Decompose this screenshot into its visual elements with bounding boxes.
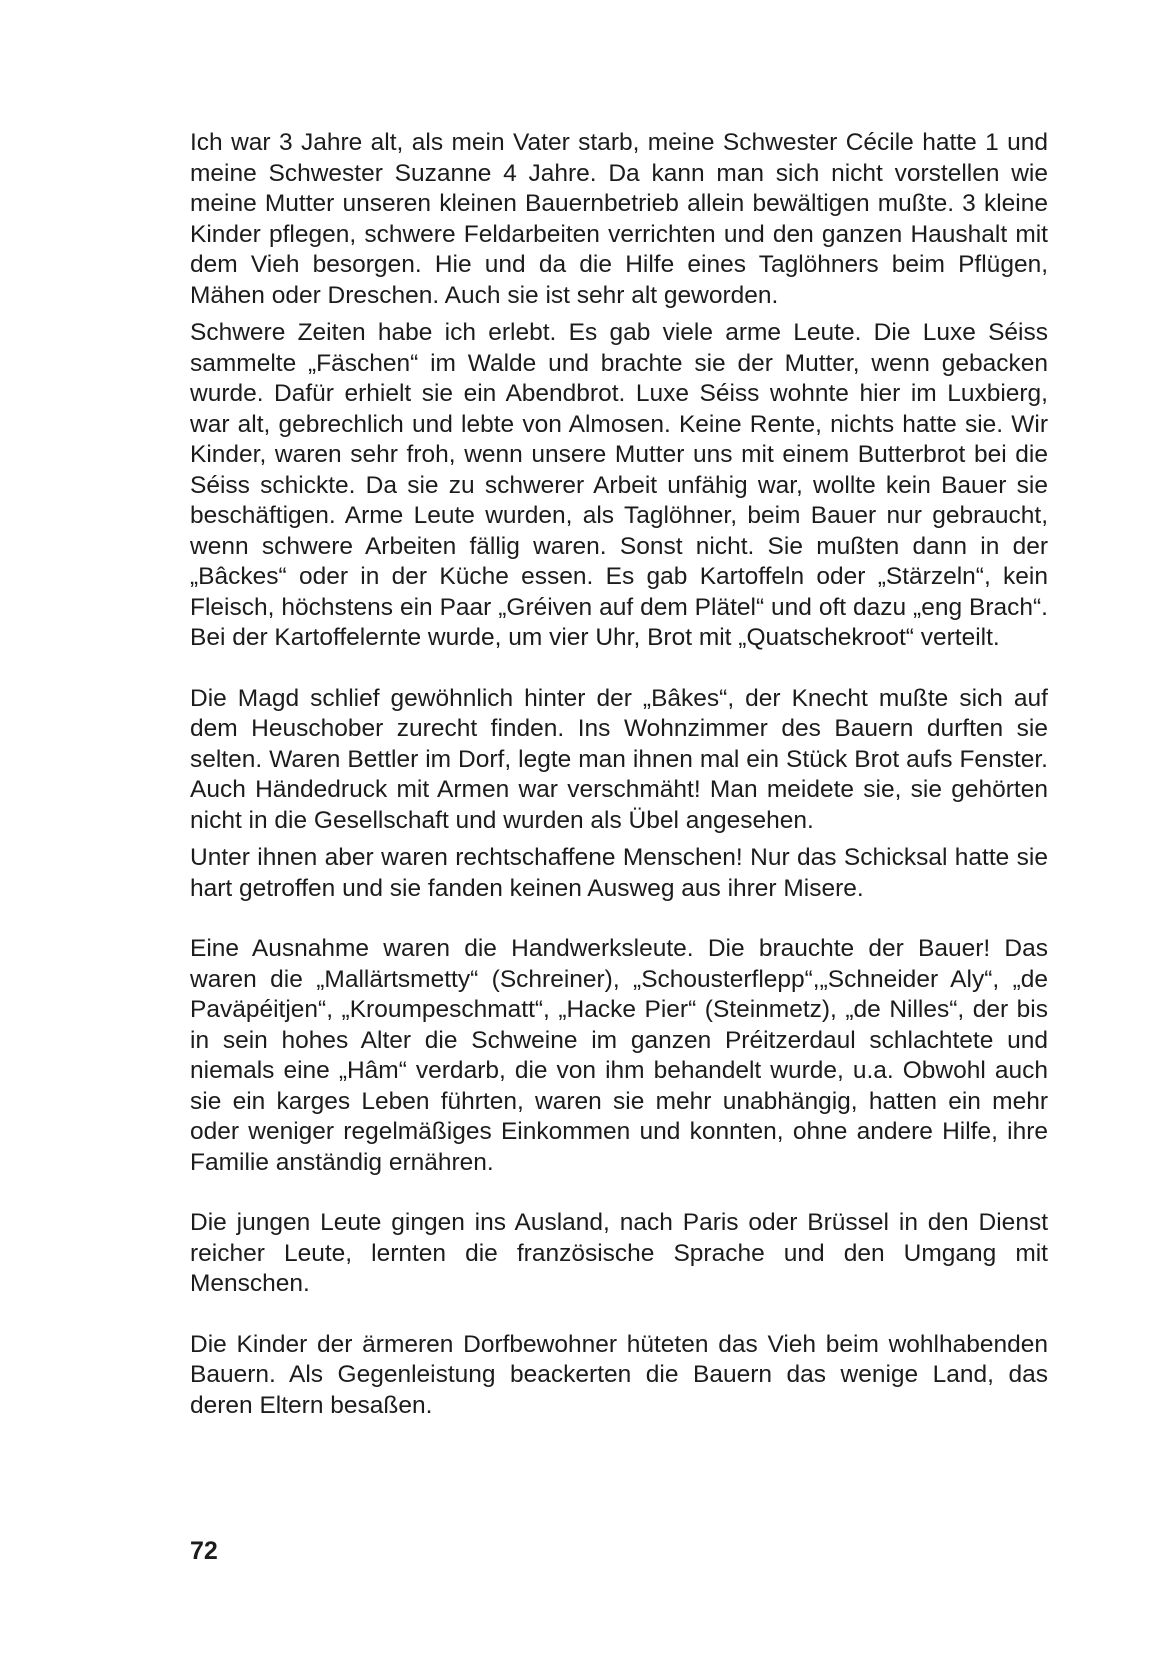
paragraph-children: Die Kinder der ärmeren Dorfbewohner hüteten das Vieh beim wohlhabenden Bauern. Als Gegenleistung beackerten die Bauern das wenige Land, das deren Eltern besaßen. [190, 1330, 1048, 1419]
paragraph-maid-and-beggars: Die Magd schlief gewöhnlich hinter der „Bâkes“, der Knecht mußte sich auf dem Heuschober zurecht finden. Ins Wohnzimmer des Bauern durften sie selten. Waren Bettler im Dorf, legte man ihnen mal ein Stück Brot aufs Fenster. Auch Händedruck mit Armen war verschmäht! Man meidete sie, sie gehörten nicht in die Gesellschaft und wurden als Übel angesehen. [190, 684, 1048, 834]
body-text [190, 128, 1048, 1421]
paragraph-craftsmen: Eine Ausnahme waren die Handwerksleute. Die brauchte der Bauer! Das waren die „Mallärtsmetty“ (Schreiner), „Schousterflepp“,„Schneider Aly“, „de Paväpéitjen“, „Kroumpeschmatt“, „Hacke Pier“ (Steinmetz), „de Nilles“, der bis in sein hohes Alter die Schweine im ganzen Préitzerdaul schlachtete und niemals eine „Hâm“ verdarb, die von ihm behandelt wurde, u.a. Obwohl auch sie ein karges Leben führten, waren sie mehr unabhängig, hatten ein mehr oder weniger regelmäßiges Einkommen und konnten, ohne andere Hilfe, ihre Familie anständig ernähren. [190, 935, 1048, 1176]
paragraph-hard-times: Schwere Zeiten habe ich erlebt. Es gab viele arme Leute. Die Luxe Séiss sammelte „Fäschen“ im Walde und brachte sie der Mutter, wenn gebacken wurde. Dafür erhielt sie ein Abendbrot. Luxe Séiss wohnte hier im Luxbierg, war alt, gebrechlich und lebte von Almosen. Keine Rente, nichts hatte sie. Wir Kinder, waren sehr froh, wenn unsere Mutter uns mit einem Butterbrot bei die Séiss schickte. Da sie zu schwerer Arbeit unfähig war, wollte kein Bauer sie beschäftigen. Arme Leute wurden, als Taglöhner, beim Bauer nur gebraucht, wenn schwere Arbeiten fällig waren. Sonst nicht. Sie mußten dann in der „Bâckes“ oder in der Küche essen. Es gab Kartoffeln oder „Stärzeln“, kein Fleisch, höchstens ein Paar „Gréiven auf dem Plätel“ und oft dazu „eng Brach“. Bei der Kartoffelernte wurde, um vier Uhr, Brot mit „Quatschekroot“ verteilt. [190, 319, 1048, 651]
paragraph-young-people: Die jungen Leute gingen ins Ausland, nach Paris oder Brüssel in den Dienst reicher Leute, lernten die französische Sprache und den Umgang mit Menschen. [190, 1209, 1048, 1297]
paragraph-honest-people: Unter ihnen aber waren rechtschaffene Menschen! Nur das Schicksal hatte sie hart getroffen und sie fanden keinen Ausweg aus ihrer Misere. [190, 844, 1048, 902]
paragraph-childhood: Ich war 3 Jahre alt, als mein Vater starb, meine Schwester Cécile hatte 1 und meine Schwester Suzanne 4 Jahre. Da kann man sich nicht vorstellen wie meine Mutter unseren kleinen Bauernbetrieb allein bewältigen mußte. 3 kleine Kinder pflegen, schwere Feldarbeiten verrichten und den ganzen Haushalt mit dem Vieh besorgen. Hie und da die Hilfe eines Taglöhners beim Pflügen, Mähen oder Dreschen. Auch sie ist sehr alt geworden. [190, 129, 1048, 309]
page-number: 72 [190, 1537, 218, 1565]
